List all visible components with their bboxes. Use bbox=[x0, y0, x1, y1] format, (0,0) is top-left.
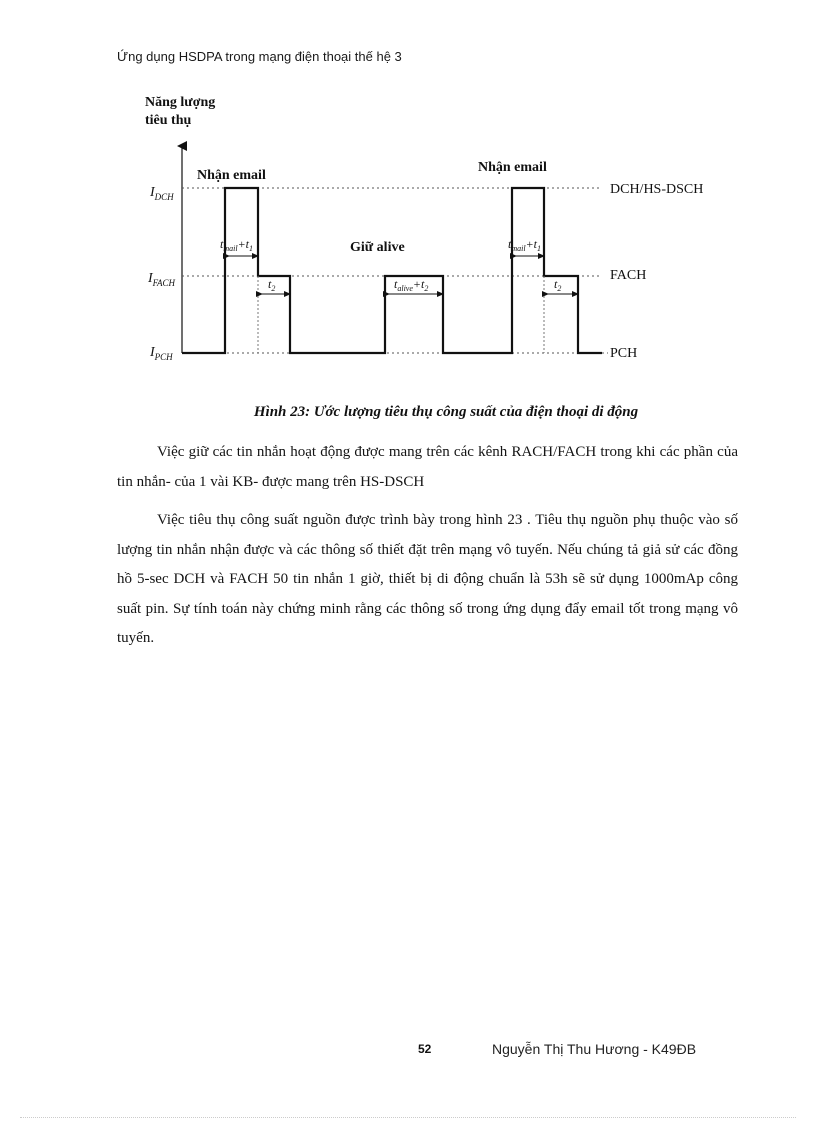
pch-level-label: $I_{PCH}$ bbox=[150, 345, 173, 362]
y-axis-label-line2: tiêu thụ bbox=[145, 113, 192, 128]
receive-email-label-1: Nhận email bbox=[197, 168, 266, 183]
tmail-t1-label-2: $t_{mail}+t_1$ bbox=[508, 237, 542, 253]
t2-label-1: $t_2$ bbox=[268, 277, 276, 293]
page-number: 52 bbox=[418, 1042, 432, 1056]
dch-level-label: $I_{DCH}$ bbox=[150, 185, 174, 202]
dch-channel-label: DCH/HS-DSCH bbox=[610, 182, 704, 197]
talive-t2-label: $t_{alive}+t_2$ bbox=[394, 277, 429, 293]
page-bottom-rule bbox=[20, 1117, 796, 1118]
receive-email-label-2: Nhận email bbox=[478, 160, 547, 175]
t2-label-2: $t_2$ bbox=[554, 277, 562, 293]
fach-channel-label: FACH bbox=[610, 268, 647, 283]
keep-alive-label: Giữ alive bbox=[350, 240, 405, 255]
tmail-t1-label-1: $t_{mail}+t_1$ bbox=[220, 237, 254, 253]
body-paragraph-1: Việc giữ các tin nhắn hoạt động được mang trên các kênh RACH/FACH trong khi các phần của tin nhắn- của 1 vài KB- được mang trên HS-DSCH bbox=[117, 444, 738, 490]
power-consumption-figure bbox=[140, 88, 740, 378]
power-waveform bbox=[182, 188, 602, 353]
fach-level-label: $I_{FACH}$ bbox=[148, 271, 176, 288]
y-axis-label-line1: Năng lượng bbox=[145, 95, 216, 110]
body-paragraph-2: Việc tiêu thụ công suất nguồn được trình bày trong hình 23 . Tiêu thụ nguồn phụ thuộc vào số lượng tin nhắn nhận được và các thông số thiết đặt trên mạng vô tuyến. Nếu chúng tả giả sử các đồng hồ 5-sec DCH và FACH 50 tin nhắn 1 giờ, thiết bị di động chuẩn là 53h sẽ sử dụng 1000mAp công suất pin. Sự tính toán này chứng minh rằng các thông số trong ứng dụng đẩy email tốt trong mạng vô tuyến. bbox=[117, 512, 738, 646]
running-header: Ứng dụng HSDPA trong mạng điện thoại thế hệ 3 bbox=[117, 49, 402, 64]
pch-channel-label: PCH bbox=[610, 346, 638, 361]
power-diagram bbox=[140, 88, 740, 378]
footer-author: Nguyễn Thị Thu Hương - K49ĐB bbox=[492, 1041, 697, 1057]
figure-caption: Hình 23: Ước lượng tiêu thụ công suất của điện thoại di động bbox=[253, 404, 639, 420]
